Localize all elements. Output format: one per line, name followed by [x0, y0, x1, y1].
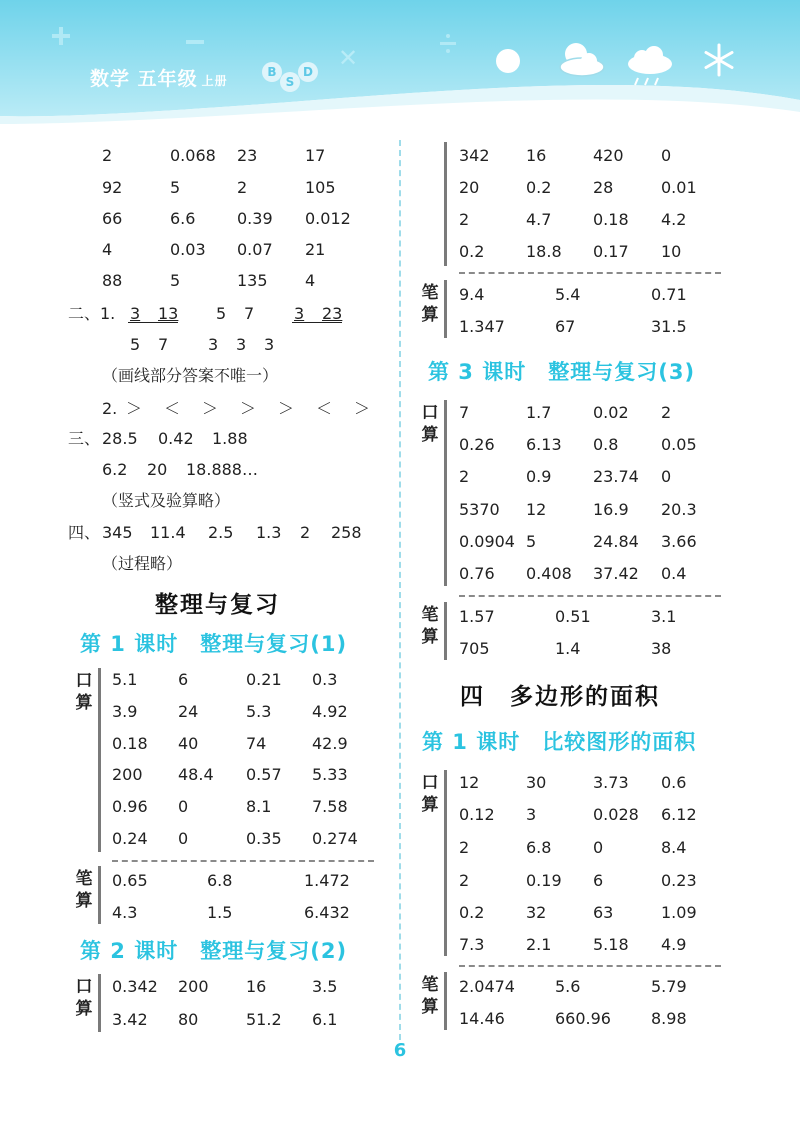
- comparison-sign: ＜: [164, 399, 181, 418]
- value: 0.408: [526, 564, 572, 583]
- value: 0.23: [661, 871, 697, 890]
- value: 6.8: [207, 871, 233, 890]
- bisuan-label: 笔算: [421, 605, 439, 647]
- value: 5: [170, 178, 181, 197]
- value: 0: [661, 467, 672, 486]
- value: 31.5: [651, 317, 687, 336]
- value: 23: [237, 146, 258, 165]
- section-3-line-2: [102, 457, 362, 483]
- numerator: 7: [244, 304, 255, 323]
- value: 0.96: [112, 797, 148, 816]
- value: 1.4: [555, 639, 581, 658]
- value: 6.13: [526, 435, 562, 454]
- value: 0.274: [312, 829, 358, 848]
- value: 14.46: [459, 1009, 505, 1028]
- value: 3: [526, 805, 537, 824]
- value: 0.05: [661, 435, 697, 454]
- lesson-2-title: 第 2 课时 整理与复习(2): [80, 939, 348, 963]
- value: 7.3: [459, 935, 485, 954]
- value: 4.92: [312, 702, 348, 721]
- value: 200: [178, 977, 209, 996]
- numerator: 13: [158, 304, 179, 323]
- value: 5.3: [246, 702, 272, 721]
- value: 0: [593, 838, 604, 857]
- section-label: 二、1.: [68, 304, 116, 323]
- rain-cloud-icon: [624, 44, 676, 88]
- value: 660.96: [555, 1009, 611, 1028]
- value: 0.03: [170, 240, 206, 259]
- numerator: 23: [322, 304, 343, 323]
- value: 1.09: [661, 903, 697, 922]
- value: 20: [147, 460, 168, 479]
- value: 5370: [459, 500, 500, 519]
- value: 2.0474: [459, 977, 515, 996]
- value: 3.73: [593, 773, 629, 792]
- value: 30: [526, 773, 547, 792]
- dashed-separator: [459, 272, 721, 274]
- value: 74: [246, 734, 267, 753]
- value: 0.012: [305, 209, 351, 228]
- value: 0: [178, 829, 189, 848]
- denominator: 3: [264, 335, 275, 354]
- comparison-sign: ＞: [126, 399, 143, 418]
- value: 9.4: [459, 285, 485, 304]
- value: 6.8: [526, 838, 552, 857]
- value: 0: [178, 797, 189, 816]
- value: 2: [102, 146, 113, 165]
- bracket-bar: [444, 280, 447, 338]
- value: 6.1: [312, 1010, 338, 1029]
- value: 0.71: [651, 285, 687, 304]
- value: 5: [526, 532, 537, 551]
- value: 420: [593, 146, 624, 165]
- value: 3.66: [661, 532, 697, 551]
- badge-s: S: [280, 72, 300, 92]
- value: 0: [661, 146, 672, 165]
- value: 24.84: [593, 532, 639, 551]
- bracket-bar: [444, 602, 447, 660]
- value: 705: [459, 639, 490, 658]
- value: 17: [305, 146, 326, 165]
- header-banner: [0, 0, 800, 125]
- value: 6.2: [102, 460, 128, 479]
- dashed-separator: [112, 860, 374, 862]
- value: 4.2: [661, 210, 687, 229]
- section-2-comparisons: [102, 396, 392, 422]
- value: 0.0904: [459, 532, 515, 551]
- value: 10: [661, 242, 682, 261]
- svg-text:✕: ✕: [338, 44, 359, 72]
- value: 4.3: [112, 903, 138, 922]
- value: 2: [459, 210, 470, 229]
- section-3-note: （竖式及验算略）: [102, 491, 231, 510]
- badge-b: B: [262, 62, 282, 82]
- value: 0.028: [593, 805, 639, 824]
- value: 92: [102, 178, 123, 197]
- value: 3.42: [112, 1010, 148, 1029]
- value: 5.4: [555, 285, 581, 304]
- value: 0.07: [237, 240, 273, 259]
- denominator: 7: [158, 335, 169, 354]
- header-title: 数学 五年级 上册: [90, 68, 228, 90]
- bracket-bar: [444, 770, 447, 956]
- value: 66: [102, 209, 123, 228]
- fraction-bar: [292, 322, 342, 323]
- value: 4.7: [526, 210, 552, 229]
- section-title-review: 整理与复习: [155, 592, 280, 618]
- numerator: 5: [216, 304, 227, 323]
- value: 4.9: [661, 935, 687, 954]
- value: 23.74: [593, 467, 639, 486]
- value: 16: [246, 977, 267, 996]
- value: 0.6: [661, 773, 687, 792]
- value: 5.1: [112, 670, 138, 689]
- value: 8.1: [246, 797, 272, 816]
- comparison-sign: ＜: [316, 399, 333, 418]
- value: 0.342: [112, 977, 158, 996]
- value: 342: [459, 146, 490, 165]
- bisuan-label: 笔算: [421, 283, 439, 325]
- bracket-bar: [444, 972, 447, 1030]
- bracket-bar: [444, 142, 447, 266]
- value: 0.18: [593, 210, 629, 229]
- kousuan-label: 口算: [421, 403, 439, 445]
- comparison-sign: ＞: [240, 399, 257, 418]
- value: 4: [102, 240, 113, 259]
- value: 2: [459, 838, 470, 857]
- value: 12: [459, 773, 480, 792]
- value: 32: [526, 903, 547, 922]
- value: 38: [651, 639, 672, 658]
- bracket-bar: [98, 974, 101, 1032]
- kousuan-label: 口算: [75, 671, 93, 713]
- value: 2.1: [526, 935, 552, 954]
- section-2-fractions-denominators: [68, 332, 368, 358]
- value: 37.42: [593, 564, 639, 583]
- bisuan-label: 笔算: [75, 869, 93, 911]
- chapter-4-title: 四 多边形的面积: [460, 684, 660, 710]
- value: 0.2: [459, 903, 485, 922]
- value: 5.18: [593, 935, 629, 954]
- value: 0.65: [112, 871, 148, 890]
- value: 5.6: [555, 977, 581, 996]
- banner-background: [0, 0, 800, 125]
- value: 40: [178, 734, 199, 753]
- value: 11.4: [150, 523, 186, 542]
- value: 0.2: [526, 178, 552, 197]
- value: 258: [331, 523, 362, 542]
- badge-d: D: [298, 62, 318, 82]
- value: 0.4: [661, 564, 687, 583]
- value: 48.4: [178, 765, 214, 784]
- value: 8.4: [661, 838, 687, 857]
- value: 24: [178, 702, 199, 721]
- value: 2: [300, 523, 311, 542]
- ch4-lesson-1-title: 第 1 课时 比较图形的面积: [422, 730, 697, 754]
- denominator: 3: [236, 335, 247, 354]
- section-4-line: [68, 520, 378, 546]
- section-3-line-1: [68, 426, 368, 452]
- value: 0.35: [246, 829, 282, 848]
- value: 0.01: [661, 178, 697, 197]
- value: 6.12: [661, 805, 697, 824]
- value: 42.9: [312, 734, 348, 753]
- value: 1.5: [207, 903, 233, 922]
- value: 7: [459, 403, 470, 422]
- value: 0.8: [593, 435, 619, 454]
- denominator: 5: [130, 335, 141, 354]
- value: 0.17: [593, 242, 629, 261]
- value: 0.26: [459, 435, 495, 454]
- sun-icon: [494, 47, 522, 75]
- value: 2: [237, 178, 248, 197]
- value: 0.02: [593, 403, 629, 422]
- value: 135: [237, 271, 268, 290]
- value: 0.21: [246, 670, 282, 689]
- value: 0.12: [459, 805, 495, 824]
- comparison-sign: ＞: [354, 399, 371, 418]
- value: 200: [112, 765, 143, 784]
- value: 0.18: [112, 734, 148, 753]
- value: 1.88: [212, 429, 248, 448]
- cloud-sun-icon: [554, 40, 608, 80]
- question-label: 2.: [102, 399, 118, 418]
- fraction-bar: [128, 322, 178, 323]
- value: 18.8: [526, 242, 562, 261]
- comparison-sign: ＞: [202, 399, 219, 418]
- value: 2: [459, 871, 470, 890]
- bisuan-label: 笔算: [421, 975, 439, 1017]
- value: 5.79: [651, 977, 687, 996]
- numerator: 3: [130, 304, 141, 323]
- page-number: 6: [393, 1040, 407, 1061]
- value: 6: [593, 871, 604, 890]
- value: 2: [459, 467, 470, 486]
- value: 21: [305, 240, 326, 259]
- value: 16: [526, 146, 547, 165]
- column-divider: [399, 140, 401, 1040]
- dashed-separator: [459, 595, 721, 597]
- value: 1.3: [256, 523, 282, 542]
- section-4-note: （过程略）: [102, 554, 183, 573]
- value: 4: [305, 271, 316, 290]
- comparison-sign: ＞: [278, 399, 295, 418]
- dashed-separator: [459, 965, 721, 967]
- lesson-3-title: 第 3 课时 整理与复习(3): [428, 360, 696, 384]
- section-label: 三、: [68, 429, 101, 448]
- bracket-bar: [98, 866, 101, 924]
- value: 0.42: [158, 429, 194, 448]
- value: 1.57: [459, 607, 495, 626]
- value: 6.6: [170, 209, 196, 228]
- value: 0.068: [170, 146, 216, 165]
- value: 7.58: [312, 797, 348, 816]
- value: 20: [459, 178, 480, 197]
- value: 0.19: [526, 871, 562, 890]
- lesson-1-title: 第 1 课时 整理与复习(1): [80, 632, 348, 656]
- value: 1.472: [304, 871, 350, 890]
- value: 28: [593, 178, 614, 197]
- section-label: 四、: [68, 523, 101, 542]
- value: 80: [178, 1010, 199, 1029]
- value: 345: [102, 523, 133, 542]
- value: 1.7: [526, 403, 552, 422]
- value: 16.9: [593, 500, 629, 519]
- value: 1.347: [459, 317, 505, 336]
- value: 0.24: [112, 829, 148, 848]
- section-2-note: （画线部分答案不唯一）: [102, 366, 279, 385]
- value: 3.9: [112, 702, 138, 721]
- value: 5.33: [312, 765, 348, 784]
- value: 0.3: [312, 670, 338, 689]
- value: 2: [661, 403, 672, 422]
- value: 0.57: [246, 765, 282, 784]
- value: 67: [555, 317, 576, 336]
- value: 63: [593, 903, 614, 922]
- kousuan-label: 口算: [421, 773, 439, 815]
- kousuan-label: 口算: [75, 977, 93, 1019]
- value: 105: [305, 178, 336, 197]
- value: 0.39: [237, 209, 273, 228]
- value: 5: [170, 271, 181, 290]
- bracket-bar: [98, 668, 101, 852]
- denominator: 3: [208, 335, 219, 354]
- bracket-bar: [444, 400, 447, 586]
- value: 0.2: [459, 242, 485, 261]
- value: 0.9: [526, 467, 552, 486]
- value: 12: [526, 500, 547, 519]
- value: 3.5: [312, 977, 338, 996]
- value: 3.1: [651, 607, 677, 626]
- snowflake-icon: [702, 43, 736, 77]
- value: 6: [178, 670, 189, 689]
- numerator: 3: [294, 304, 305, 323]
- value: 28.5: [102, 429, 138, 448]
- value: 0.51: [555, 607, 591, 626]
- value: 6.432: [304, 903, 350, 922]
- value: 88: [102, 271, 123, 290]
- value: 8.98: [651, 1009, 687, 1028]
- value: 18.888…: [186, 460, 258, 479]
- value: 0.76: [459, 564, 495, 583]
- value: 2.5: [208, 523, 234, 542]
- value: 20.3: [661, 500, 697, 519]
- section-2-fractions-numerators: [68, 301, 368, 327]
- value: 51.2: [246, 1010, 282, 1029]
